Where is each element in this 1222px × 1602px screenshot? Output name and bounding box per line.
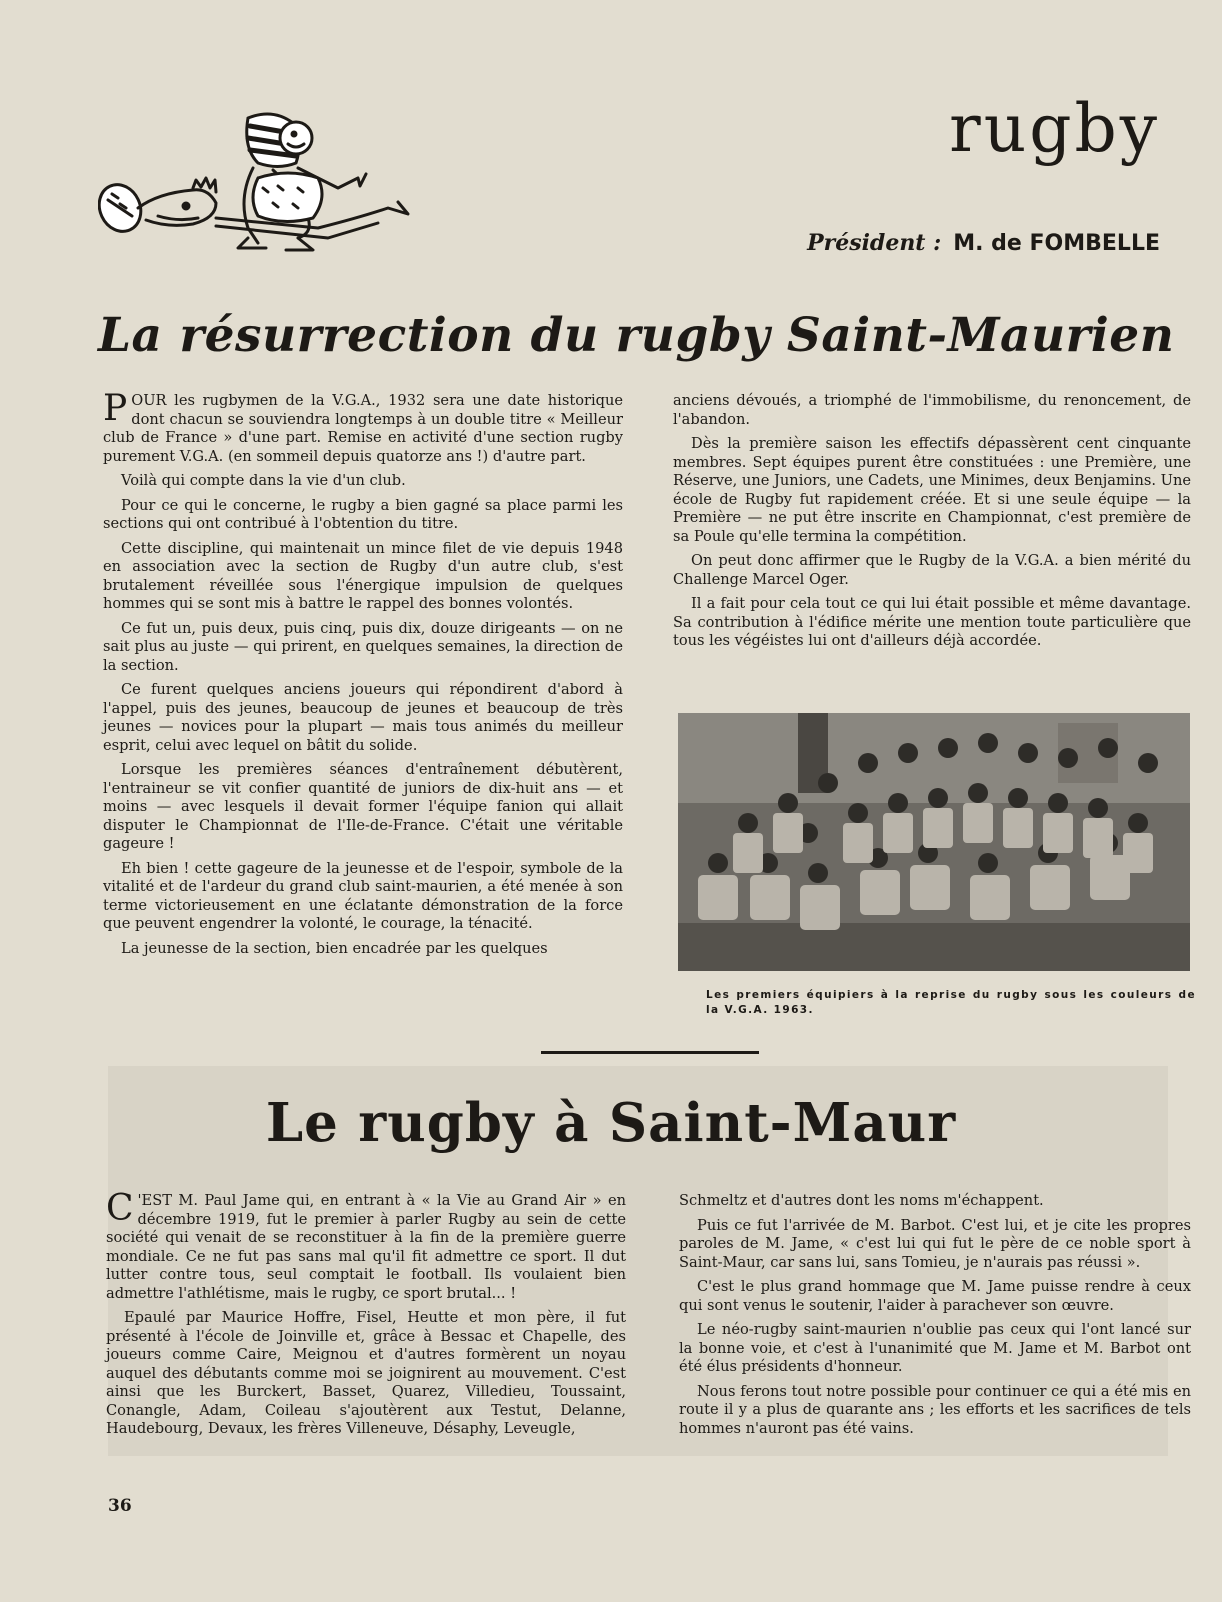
paragraph: Schmeltz et d'autres dont les noms m'échappent. — [679, 1192, 1044, 1209]
paragraph: POUR les rugbymen de la V.G.A., 1932 sera une date historique dont chacun se souviendra longtemps à un double titre « Meilleur club de France » d'une part. Remise en activité d'une section rugby purement V.G.A. (en sommeil depuis quatorze ans !) d'autre part. — [103, 388, 623, 465]
paragraph: Pour ce qui le concerne, le rugby a bien gagné sa place parmi les sections qui ont contribué à l'obtention du titre. — [103, 496, 623, 532]
paragraph: On peut donc affirmer que le Rugby de la V.G.A. a bien mérité du Challenge Marcel Oger. — [673, 552, 1191, 588]
article1-headline: La résurrection du rugby Saint-Maurien — [98, 308, 1175, 363]
paragraph: Ce furent quelques anciens joueurs qui répondirent d'abord à l'appel, puis des jeunes, beaucoup de jeunes et beaucoup de très jeunes — novices pour la plupart — mais tous animés du meilleur esprit, celui avec lequel on bâtit du solide. — [103, 681, 623, 754]
drop-cap: P — [103, 388, 128, 429]
president-label: Président : — [807, 230, 942, 256]
paragraph: Puis ce fut l'arrivée de M. Barbot. C'est lui, et je cite les propres paroles de M. Jame, « c'est lui qui fut le père de ce noble sport à Saint-Maur, car sans lui, sans Tomieu, je n'aurais pas réussi ». — [679, 1216, 1191, 1271]
paragraph: Eh bien ! cette gageure de la jeunesse et de l'espoir, symbole de la vitalité et de l'ardeur du grand club saint-maurien, a été menée à son terme victorieusement en une éclatante démonstration de la force que peuvent engendrer la volonté, le courage, la ténacité. — [103, 859, 623, 932]
article1-left-column — [103, 388, 623, 964]
paragraph: Ce fut un, puis deux, puis cinq, puis dix, douze dirigeants — on ne sait plus au juste — qui prirent, en quelques semaines, la direction de la section. — [103, 619, 623, 674]
article1-right-column — [673, 392, 1191, 657]
paragraph: Voilà qui compte dans la vie d'un club. — [121, 472, 406, 489]
paragraph: Dès la première saison les effectifs dépassèrent cent cinquante membres. Sept équipes purent être constituées : une Première, une Réserve, une Juniors, une Cadets, une Minimes, deux Benjamins. Une école de Rugby fut rapidement créée. Et si une seule équipe — la Première — ne put être inscrite en Championnat, c'est première de sa Poule qu'elle termina la compétition. — [673, 435, 1191, 545]
president-name: M. de FOMBELLE — [953, 231, 1160, 256]
article2-headline: Le rugby à Saint-Maur — [265, 1092, 957, 1154]
paragraph: anciens dévoués, a triomphé de l'immobilisme, du renoncement, de l'abandon. — [673, 392, 1191, 428]
photo-caption: Les premiers équipiers à la reprise du rugby sous les couleurs de la V.G.A. 1963. — [706, 989, 1196, 1016]
paragraph: C 'EST M. Paul Jame qui, en entrant à « la Vie au Grand Air » en décembre 1919, fut le premier à parler Rugby au sein de cette société qui venait de se reconstituer à la fin de la première guerre mondiale. Ce ne fut pas sans mal qu'il fit admettre ce sport. Il dut lutter contre tous, seul comptait le football. Ils voulaient bien admettre l'athlétisme, mais le rugby, ce sport brutal... ! — [106, 1188, 626, 1302]
section-title: rugby — [949, 90, 1160, 167]
paragraph: La jeunesse de la section, bien encadrée par les quelques — [121, 939, 548, 957]
paragraph: Lorsque les premières séances d'entraînement débutèrent, l'entraineur se vit confier quantité de juniors de dix-huit ans — et moins — avec lesquels il devait former l'équipe fanion qui allait disputer le Championnat de l'Ile-de-France. C'était une véritable gageure ! — [103, 761, 623, 852]
team-photo — [678, 713, 1190, 971]
rugby-cartoon-illustration — [98, 108, 418, 263]
section-divider — [541, 1051, 759, 1054]
article2-right-column — [679, 1192, 1191, 1444]
paragraph: Cette discipline, qui maintenait un mince filet de vie depuis 1948 en association avec la section de Rugby d'un autre club, s'est brutalement réveillée sous l'énergique impulsion de quelques hommes qui se sont mis à battre le rappel des bonnes volontés. — [103, 539, 623, 612]
page-number: 36 — [108, 1496, 132, 1516]
paragraph: Nous ferons tout notre possible pour continuer ce qui a été mis en route il y a plus de quarante ans ; les efforts et les sacrifices de tels hommes n'auront pas été vains. — [679, 1382, 1191, 1437]
paragraph: Epaulé par Maurice Hoffre, Fisel, Heutte et mon père, il fut présenté à l'école de Joinville et, grâce à Bessac et Chapelle, des joueurs comme Caire, Meignou et d'autres formèrent un noyau auquel des débutants comme moi se joignirent au mouvement. C'est ainsi que les Burckert, Basset, Quarez, Villedieu, Toussaint, Conangle, Adam, Coileau s'ajoutèrent aux Testut, Delanne, Haudebourg, Devaux, les frères Villeneuve, Désaphy, Leveugle, — [106, 1309, 626, 1437]
paragraph: Le néo-rugby saint-maurien n'oublie pas ceux qui l'ont lancé sur la bonne voie, et c'est à l'unanimité que M. Jame et M. Barbot ont été élus présidents d'honneur. — [679, 1321, 1191, 1375]
president-line — [807, 230, 1160, 256]
drop-cap: C — [106, 1188, 134, 1229]
paragraph: Il a fait pour cela tout ce qui lui était possible et même davantage. Sa contribution à l'édifice mérite une mention toute particulière que tous les végéistes lui ont d'ailleurs déjà accordée. — [673, 595, 1191, 649]
paragraph: C'est le plus grand hommage que M. Jame puisse rendre à ceux qui sont venus le soutenir, l'aider à parachever son œuvre. — [679, 1278, 1191, 1314]
article2-left-column — [106, 1188, 626, 1445]
